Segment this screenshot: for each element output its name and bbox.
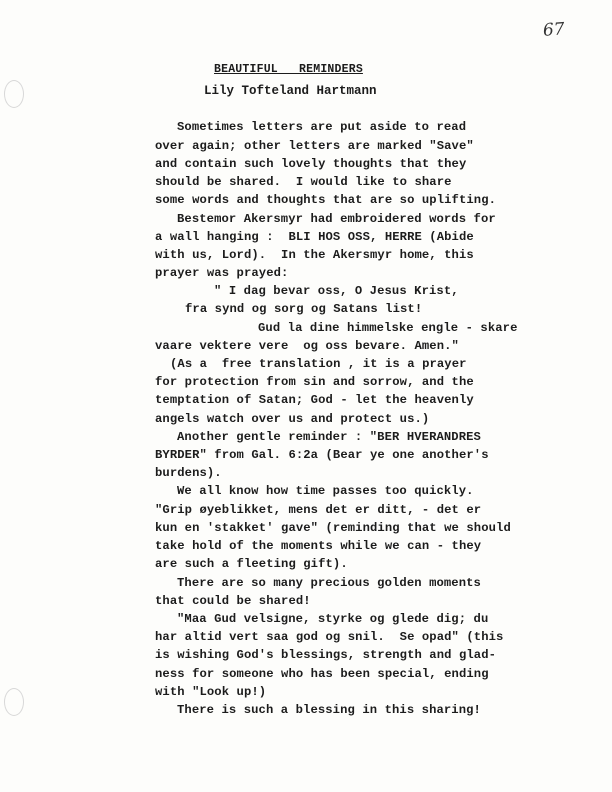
- prayer-line: vaare vektere vere og oss bevare. Amen.": [155, 339, 459, 353]
- hole-punch-mark-bottom: [4, 688, 24, 716]
- body-line: There are so many precious golden moments: [177, 576, 481, 590]
- body-line: "Grip øyeblikket, mens det er ditt, - det er: [155, 503, 482, 517]
- body-line: and contain such lovely thoughts that they: [155, 157, 467, 171]
- page-number: 67: [542, 19, 566, 41]
- body-line: Sometimes letters are put aside to read: [177, 120, 467, 134]
- body-line: ness for someone who has been special, ending: [155, 667, 489, 681]
- body-line: prayer was prayed:: [155, 266, 289, 280]
- body-line: kun en 'stakket' gave" (reminding that we should: [155, 521, 511, 535]
- body-line: BYRDER" from Gal. 6:2a (Bear ye one another's: [155, 448, 489, 462]
- body-line: take hold of the moments while we can - they: [155, 539, 482, 553]
- body-line: are such a fleeting gift).: [155, 557, 348, 571]
- body-line: with us, Lord). In the Akersmyr home, this: [155, 248, 474, 262]
- body-line: should be shared. I would like to share: [155, 175, 452, 189]
- body-line: Bestemor Akersmyr had embroidered words for: [177, 212, 496, 226]
- prayer-line: fra synd og sorg og Satans list!: [185, 302, 423, 316]
- body-line: that could be shared!: [155, 594, 311, 608]
- body-line: some words and thoughts that are so uplifting.: [155, 193, 497, 207]
- body-line: angels watch over us and protect us.): [155, 412, 430, 426]
- body-line: (As a free translation , it is a prayer: [170, 357, 467, 371]
- body-line: is wishing God's blessings, strength and glad-: [155, 648, 497, 662]
- body-line: with "Look up!): [155, 685, 267, 699]
- page-title: BEAUTIFUL REMINDERS: [214, 63, 363, 76]
- body-line: over again; other letters are marked "Save": [155, 139, 474, 153]
- body-line: We all know how time passes too quickly.: [177, 484, 474, 498]
- body-line: burdens).: [155, 466, 222, 480]
- body-line: har altid vert saa god og snil. Se opad" (this: [155, 630, 504, 644]
- body-line: "Maa Gud velsigne, styrke og glede dig; du: [177, 612, 489, 626]
- prayer-line: " I dag bevar oss, O Jesus Krist,: [214, 284, 459, 298]
- body-line: a wall hanging : BLI HOS OSS, HERRE (Abide: [155, 230, 474, 244]
- body-line: for protection from sin and sorrow, and the: [155, 375, 474, 389]
- body-line: Another gentle reminder : "BER HVERANDRES: [177, 430, 481, 444]
- body-line: There is such a blessing in this sharing!: [177, 703, 481, 717]
- prayer-line: Gud la dine himmelske engle - skare: [258, 321, 518, 335]
- hole-punch-mark-top: [4, 80, 24, 108]
- body-line: temptation of Satan; God - let the heavenly: [155, 393, 474, 407]
- author-name: Lily Tofteland Hartmann: [204, 84, 377, 98]
